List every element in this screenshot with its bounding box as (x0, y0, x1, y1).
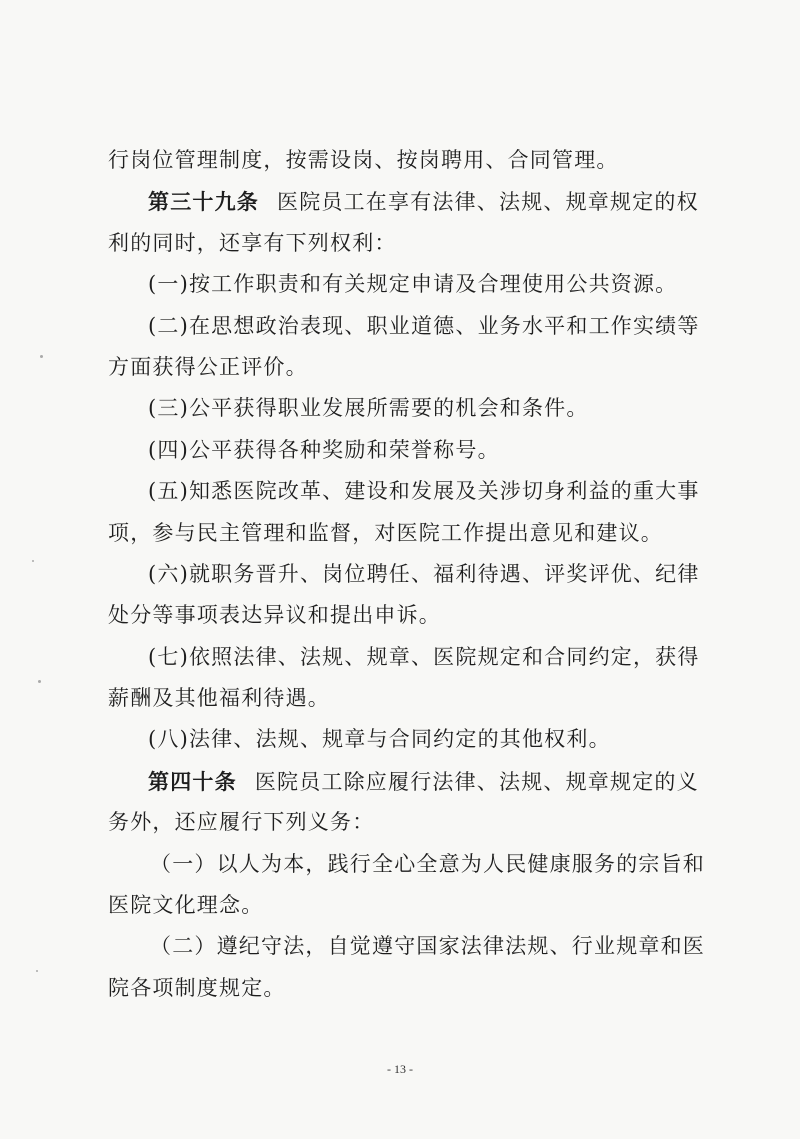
article-40-title: 第四十条 (148, 768, 237, 794)
scan-speck (36, 970, 38, 972)
right-item-8: (八)法律、法规、规章与合同约定的其他权利。 (148, 727, 611, 752)
scan-speck (38, 680, 41, 683)
right-item-2-cont: 方面获得公正评价。 (108, 354, 308, 379)
duty-item-1-cont: 医院文化理念。 (108, 893, 264, 918)
right-item-1: (一)按工作职责和有关规定申请及合理使用公共资源。 (148, 272, 678, 297)
document-body (108, 140, 705, 1009)
right-item-2: (二)在思想政治表现、职业道德、业务水平和工作实绩等 (148, 313, 700, 338)
duty-item-1: （一）以人为本，践行全心全意为人民健康服务的宗旨和 (150, 851, 705, 876)
right-item-4: (四)公平获得各种奖励和荣誉称号。 (148, 437, 500, 462)
page-number: - 13 - (387, 1062, 413, 1076)
article-40-text: 医院员工除应履行法律、法规、规章规定的义 (254, 769, 699, 794)
right-item-5: (五)知悉医院改革、建设和发展及关涉切身利益的重大事 (148, 479, 700, 504)
scan-speck (32, 560, 34, 562)
duty-item-2: （二）遵纪守法，自觉遵守国家法律法规、行业规章和医 (150, 934, 705, 959)
right-item-5-cont: 项，参与民主管理和监督，对医院工作提出意见和建议。 (108, 520, 663, 545)
duty-item-2-cont: 院各项制度规定。 (108, 975, 286, 1000)
scan-speck (40, 355, 43, 358)
article-39-text: 医院员工在享有法律、法规、规章规定的权 (277, 190, 699, 215)
article-39-line (108, 181, 698, 222)
text-line: 利的同时，还享有下列权利： (108, 230, 397, 255)
right-item-7-cont: 薪酬及其他福利待遇。 (108, 686, 330, 711)
right-item-7: (七)依照法律、法规、规章、医院规定和合同约定，获得 (148, 644, 700, 669)
article-39-title: 第三十九条 (148, 189, 259, 215)
text-line: 行岗位管理制度，按需设岗、按岗聘用、合同管理。 (108, 148, 619, 172)
text-line: 务外，还应履行下列义务： (108, 810, 375, 835)
article-40-line (108, 761, 698, 802)
right-item-6-cont: 处分等事项表达异议和提出申诉。 (108, 603, 441, 628)
right-item-6: (六)就职务晋升、岗位聘任、福利待遇、评奖评优、纪律 (148, 561, 700, 586)
right-item-3: (三)公平获得职业发展所需要的机会和条件。 (148, 396, 589, 421)
